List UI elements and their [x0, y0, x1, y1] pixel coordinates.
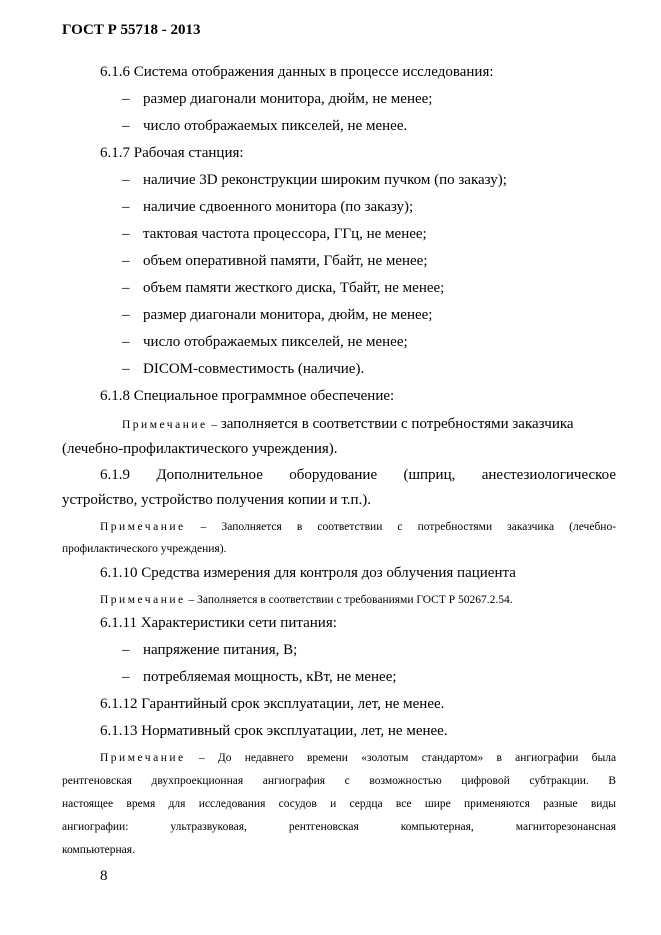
- list-item: наличие сдвоенного монитора (по заказу);: [143, 199, 414, 215]
- note-6-1-9-line1: [100, 521, 616, 533]
- text-word: времени: [306, 752, 348, 764]
- text-word: цифровой: [461, 775, 510, 787]
- text-word: рентгеновская: [288, 821, 359, 833]
- list-item: объем оперативной памяти, Гбайт, не менее;: [143, 253, 428, 269]
- section-6-1-6-heading: 6.1.6 Система отображения данных в процессе исследования:: [100, 64, 494, 80]
- list-dash: –: [122, 253, 130, 269]
- text-word: исследования: [198, 798, 266, 810]
- text-word: (лечебно-: [569, 521, 617, 533]
- text-word: ангиографии: [515, 752, 579, 764]
- list-dash: –: [122, 199, 130, 215]
- text-word: (шприц,: [403, 467, 456, 483]
- note-text: заполняется в соответствии с потребностями заказчика: [220, 416, 574, 432]
- text-word: была: [591, 752, 617, 764]
- list-item: объем памяти жесткого диска, Тбайт, не менее;: [143, 280, 445, 296]
- text-word: виды: [590, 798, 617, 810]
- list-item: размер диагонали монитора, дюйм, не менее;: [143, 307, 433, 323]
- text-word: рентгеновская: [62, 775, 132, 787]
- final-note-line5: компьютерная.: [62, 844, 135, 856]
- list-dash: –: [122, 118, 130, 134]
- text-word: сердца: [349, 798, 383, 810]
- note-6-1-8-line2: (лечебно-профилактического учреждения).: [62, 441, 338, 457]
- text-word: недавнего: [244, 752, 294, 764]
- text-word: разные: [543, 798, 578, 810]
- note-separator: –: [188, 594, 195, 606]
- list-item: размер диагонали монитора, дюйм, не менее;: [143, 91, 433, 107]
- note-6-1-8-line1: [122, 416, 574, 433]
- list-dash: –: [122, 226, 130, 242]
- list-item: число отображаемых пикселей, не менее;: [143, 334, 408, 350]
- text-word: в: [296, 521, 303, 533]
- list-dash: –: [122, 334, 130, 350]
- text-word: для: [168, 798, 186, 810]
- list-dash: –: [122, 91, 130, 107]
- section-6-1-7-heading: 6.1.7 Рабочая станция:: [100, 145, 244, 161]
- list-dash: –: [122, 669, 130, 685]
- text-word: время: [126, 798, 156, 810]
- text-word: сосудов: [278, 798, 317, 810]
- section-6-1-11-heading: 6.1.11 Характеристики сети питания:: [100, 615, 337, 631]
- text-word: соответствии: [317, 521, 383, 533]
- note-label: Примечание: [100, 752, 186, 764]
- note-separator: –: [198, 752, 205, 764]
- text-word: заказчика: [507, 521, 555, 533]
- text-word: и: [330, 798, 337, 810]
- section-6-1-12-heading: 6.1.12 Гарантийный срок эксплуатации, лет, не менее.: [100, 696, 445, 712]
- text-word: применяются: [464, 798, 530, 810]
- final-note-line3: [62, 798, 616, 810]
- list-item: тактовая частота процессора, ГГц, не менее;: [143, 226, 427, 242]
- text-word: Заполняется: [221, 521, 282, 533]
- text-word: с: [344, 775, 350, 787]
- list-item: потребляемая мощность, кВт, не менее;: [143, 669, 397, 685]
- list-dash: –: [122, 280, 130, 296]
- text-word: анестезиологическое: [481, 467, 617, 483]
- text-word: все: [395, 798, 412, 810]
- note-label: Примечание: [100, 521, 186, 533]
- list-dash: –: [122, 307, 130, 323]
- text-word: ангиография: [262, 775, 326, 787]
- note-separator: –: [211, 419, 218, 431]
- section-6-1-13-heading: 6.1.13 Нормативный срок эксплуатации, лет, не менее.: [100, 723, 448, 739]
- note-label: Примечание: [122, 419, 208, 431]
- list-dash: –: [122, 172, 130, 188]
- text-word: «золотым: [361, 752, 409, 764]
- section-6-1-10-heading: 6.1.10 Средства измерения для контроля доз облучения пациента: [100, 565, 516, 581]
- list-item: напряжение питания, В;: [143, 642, 298, 658]
- note-6-1-10: [100, 594, 513, 606]
- section-6-1-9-line2: устройство, устройство получения копии и т.п.).: [62, 492, 372, 508]
- text-word: двухпроекционная: [151, 775, 244, 787]
- text-word: 6.1.9 Дополнительное: [100, 467, 263, 483]
- text-word: ультразвуковая,: [170, 821, 247, 833]
- list-dash: –: [122, 642, 130, 658]
- text-word: компьютерная,: [400, 821, 474, 833]
- final-note-line2: [62, 775, 616, 787]
- final-note-line4: [62, 821, 616, 833]
- note-text: Заполняется в соответствии с требованиями ГОСТ Р 50267.2.54.: [197, 594, 513, 606]
- note-6-1-9-line2: профилактического учреждения).: [62, 543, 227, 555]
- text-word: возможностью: [369, 775, 442, 787]
- text-word: В: [608, 775, 617, 787]
- list-item: число отображаемых пикселей, не менее.: [143, 118, 408, 134]
- document-header: ГОСТ Р 55718 - 2013: [62, 22, 201, 38]
- list-item: DICOM-совместимость (наличие).: [143, 361, 365, 377]
- note-label: Примечание: [100, 594, 186, 606]
- section-6-1-9-line1: [100, 467, 616, 484]
- text-word: стандартом»: [421, 752, 484, 764]
- text-word: с: [397, 521, 403, 533]
- final-note-line1: [100, 752, 616, 764]
- page-number: 8: [100, 868, 108, 884]
- list-dash: –: [122, 361, 130, 377]
- section-6-1-8-heading: 6.1.8 Специальное программное обеспечение:: [100, 388, 395, 404]
- text-word: субтракции.: [529, 775, 589, 787]
- text-word: настоящее: [62, 798, 114, 810]
- text-word: ангиографии:: [62, 821, 129, 833]
- note-separator: –: [200, 521, 207, 533]
- list-item: наличие 3D реконструкции широким пучком (по заказу);: [143, 172, 507, 188]
- text-word: потребностями: [417, 521, 493, 533]
- text-word: оборудование: [289, 467, 378, 483]
- text-word: До: [217, 752, 232, 764]
- text-word: в: [496, 752, 502, 764]
- text-word: магниторезонансная: [515, 821, 617, 833]
- text-word: шире: [424, 798, 451, 810]
